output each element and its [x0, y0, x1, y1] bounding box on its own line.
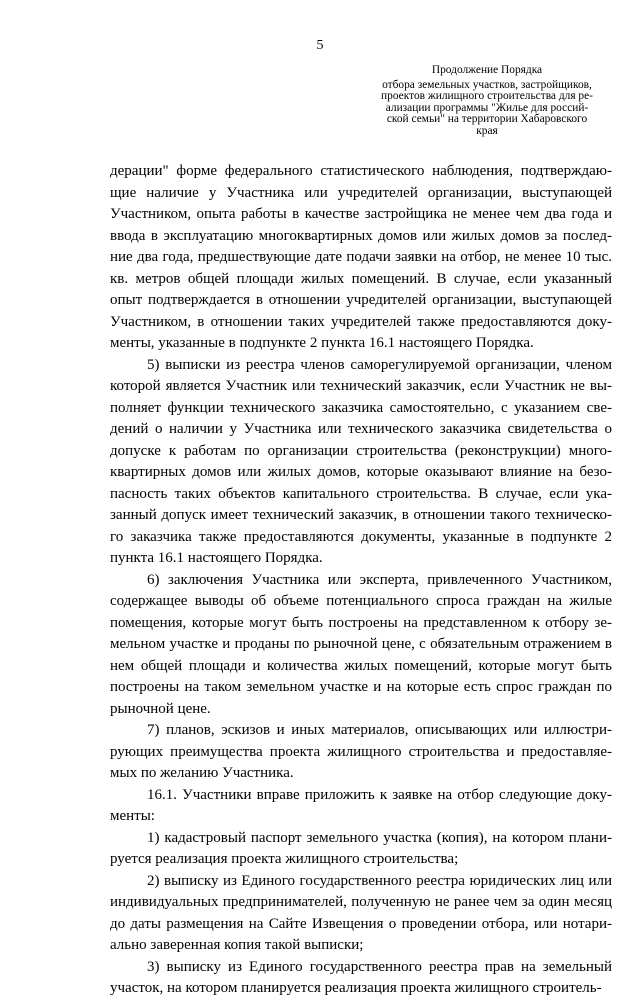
document-body	[110, 161, 612, 1000]
body-paragraph: 7) планов, эскизов и иных материалов, описывающих или иллюстри-рующих преимущества проекта жилищного строительства и предоставляе-мых по желанию Участника.	[110, 722, 612, 781]
header-line: ализации программы "Жилье для россий-	[385, 101, 589, 114]
continuation-title: Продолжение Порядка	[431, 64, 543, 76]
body-paragraph: 3) выписку из Единого государственного реестра прав на земельный участок, на котором планируется реализация проекта жилищного строитель-	[110, 958, 612, 996]
header-line: края	[476, 124, 498, 137]
document-header	[356, 65, 618, 138]
header-line: ской семьи" на территории Хабаровского	[386, 113, 588, 126]
body-paragraph: дерации" форме федерального статистического наблюдения, подтверждаю-щие наличие у Участника или учредителей организации, выступающей Участником, опыта работы в качестве застройщика не менее чем два года и ввода в эксплуатацию многоквартирных домов или жилых домов за послед-ние два года, предшествующие дате подачи заявки на отбор, не менее 10 тыс. кв. метров общей площади жилых помещений. В случае, если указанный опыт подтверждается в отношении учредителей организации, выступающей Участником, в отношении таких учредителей также предоставляются доку-менты, указанные в подпункте 2 пункта 16.1 настоящего Порядка.	[110, 163, 612, 351]
body-paragraph: 5) выписки из реестра членов саморегулируемой организации, членом которой является Участник или технический заказчик, если Участник не вы-полняет функции технического заказчика самостоятельно, с указанием све-дений о наличии у Участника или технического заказчика свидетельства о допуске к работам по организации строительства (реконструкции) много-квартирных домов или жилых домов, которые оказывают влияние на безо-пасность таких объектов капитального строительства. В случае, если ука-занный допуск имеет технический заказчик, в отношении такого техническо-го заказчика также предоставляются документы, указанные в подпункте 2 пункта 16.1 настоящего Порядка.	[110, 356, 612, 566]
header-line: отбора земельных участков, застройщиков,	[382, 78, 592, 91]
header-line: проектов жилищного строительства для ре-	[381, 90, 593, 103]
body-paragraph: 6) заключения Участника или эксперта, привлеченного Участником, содержащее выводы об объеме потенциального спроса граждан на жилые помещения, которые могут быть построены на представленном к отбору зе-мельном участке и проданы по рыночной цене, с обязательным отражением в нем общей площади и количества жилых помещений, которые могут быть построены на таком земельном участке и на которые есть спрос граждан по рыночной цене.	[110, 571, 612, 717]
body-paragraph: 2) выписку из Единого государственного реестра юридических лиц или индивидуальных предпринимателей, полученную не ранее чем за один месяц до даты размещения на Сайте Извещения о проведении отбора, или нотари-ально заверенная копия такой выписки;	[110, 872, 612, 953]
body-paragraph: 1) кадастровый паспорт земельного участка (копия), на котором плани-руется реализация проекта жилищного строительства;	[110, 829, 612, 867]
body-paragraph: 16.1. Участники вправе приложить к заявке на отбор следующие доку-менты:	[110, 786, 612, 824]
page-number: 5	[316, 38, 324, 53]
